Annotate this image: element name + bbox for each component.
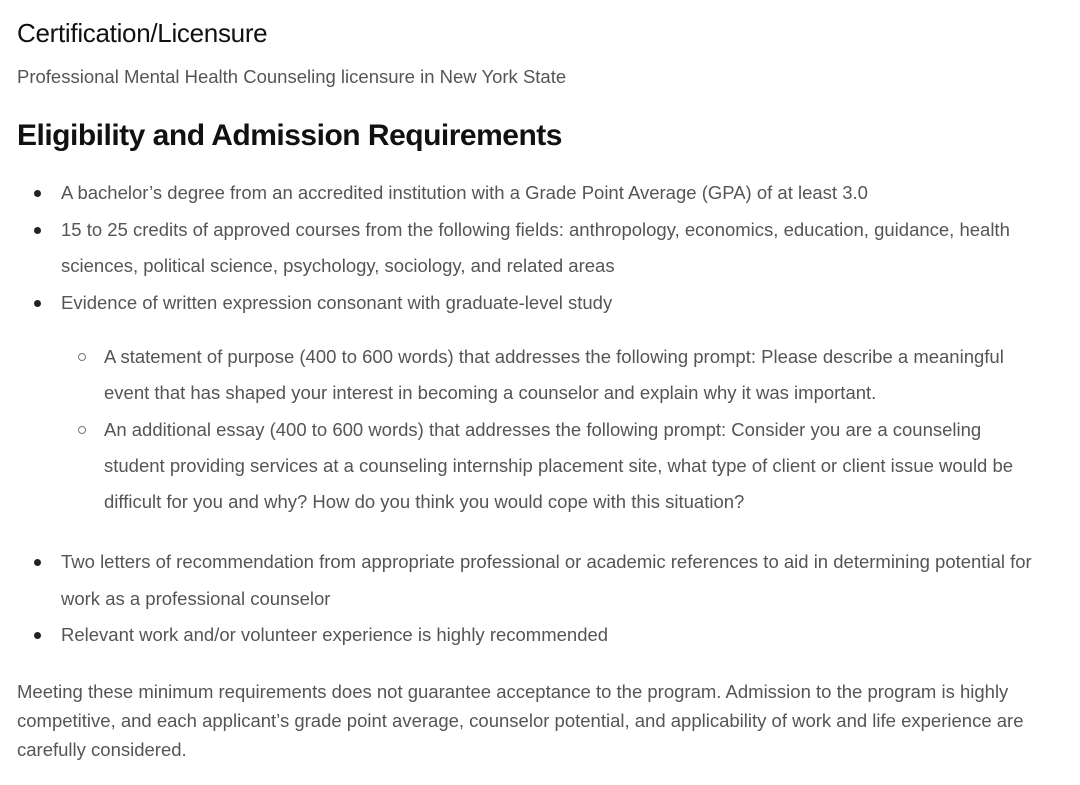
certification-heading: Certification/Licensure bbox=[17, 18, 268, 48]
sub-requirements-container bbox=[17, 339, 1047, 520]
requirements-list bbox=[17, 175, 1047, 654]
sub-requirements-list bbox=[17, 339, 1047, 520]
sub-requirement-item: An additional essay (400 to 600 words) that addresses the following prompt: Consider you are a counseling student providing services at a counseling internship placement site, what type of client or client issue would be difficult for you and why? How do you think you would cope with this situation? bbox=[17, 412, 1047, 521]
requirement-item: Two letters of recommendation from appropriate professional or academic references to aid in determining potential for work as a professional counselor bbox=[17, 544, 1047, 617]
closing-paragraph: Meeting these minimum requirements does not guarantee acceptance to the program. Admission to the program is highly competitive, and each applicant’s grade point average, counselor potential, and applicability of work and life experience are carefully considered. bbox=[17, 681, 1024, 760]
requirement-item: Evidence of written expression consonant with graduate-level study bbox=[17, 285, 1047, 322]
eligibility-heading: Eligibility and Admission Requirements bbox=[17, 119, 562, 152]
requirement-item: 15 to 25 credits of approved courses from the following fields: anthropology, economics, education, guidance, health sciences, political science, psychology, sociology, and related areas bbox=[17, 212, 1047, 285]
requirement-item: Relevant work and/or volunteer experience is highly recommended bbox=[17, 617, 1047, 654]
certification-text: Professional Mental Health Counseling licensure in New York State bbox=[17, 66, 567, 87]
sub-requirement-item: A statement of purpose (400 to 600 words) that addresses the following prompt: Please describe a meaningful event that has shaped your interest in becoming a counselor and explain why it was important. bbox=[17, 339, 1047, 412]
requirement-item: A bachelor’s degree from an accredited institution with a Grade Point Average (GPA) of at least 3.0 bbox=[17, 175, 1047, 212]
